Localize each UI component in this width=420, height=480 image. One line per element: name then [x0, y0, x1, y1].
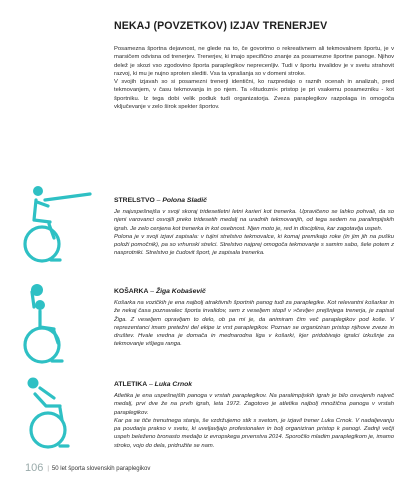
basketball-icon [20, 283, 90, 367]
page-number: 106 [25, 462, 44, 474]
section-paragraph: Kar pa se tiče trenutnega stanja, še vzdržujemo stik s svetom, je izjavil trener Luka Crnok. V nadaljevanju pa poudarja prakso v svetu, ki uveljavljajo profesionalen in bolj organiziran pristop k panogi. Zadnji večji uspeh beleženo bronasto medaljo iz evropskega prvenstva 2014. Sporočilo mladim paraplegikom je, imamo stroko, vojo do dela, pridružite se nam. [114, 417, 394, 449]
section-strelstvo [114, 197, 394, 258]
section-heading: STRELSTVO – Polona Sladič [114, 197, 207, 204]
section-paragraph: Polona je v svoji izjavi zapisala: v tujini strelstvo tekmovalce, ki komaj premikajo roke (in jim jih na pušku položi pomočnik), pa so vrhunski strelci. Strelstvo najprej omogoča tekmovanje s samim sabo, šele potem z nasprotniki. Strelstvo je čudovit šport, je zapisala trenerka. [114, 233, 394, 257]
section-heading: KOŠARKA – Žiga Kobaševič [114, 288, 206, 295]
section-heading: ATLETIKA – Luka Crnok [114, 381, 193, 388]
intro-paragraph: Posamezna športna dejavnost, ne glede na to, če govorimo o rekreativnem ali tekmovalnem športu, je v marsičem odvisna od trenerjev. Trenerjev, ki imajo specifično znanje za posamezne športne panoge. Njihov delež je skozi vso zgodovino športa paraplegikov neprecenljiv. Tudi v športu invalidov je v svetu strahovit razvoj, ki mu je nujno sproten slediti. Vsa ta vprašanja so v domeni stroke. [114, 46, 394, 77]
intro-paragraph: V svojih izjavah so si posamezni trenerji identični, ko razpredajo o raznih ocenah in analizah, pred tekmovanjem, v času tekmovanja in po njem. Ta »študozni« pristop je pri vsakemu posamezniku - kot športniku. Iz tega dobi velik podiuk tudi organizatorja. Zveza paraplegikov razpolaga in omogoča vključevanje v zelo širok spekter športov. [114, 79, 394, 111]
section-paragraph: Košarka na vozičkih je ena najbolj atraktivnih športnih panog tudi za paraplegike. Kot relevantni košarkar in že nekaj časa poznavalec športa invalidov, sem z veseljem stopil v »čevlje« prejšnjega trenerja, je zapisal Žiga. Z veseljem opravljam to delo, ob pa mi je, da animiram čim več paraplegikov pod koše. V reprezentanci imam pretežni del ekipe iz vrst paraplegikov. Poznan se organiziran pristop njihove zveze in društev. Hvale vredna je domača in mednarodna liga v košarki, kjer pridobivajo igralci izkušnje za tekmovanje višjega ranga. [114, 300, 394, 348]
shooting-icon [20, 180, 92, 266]
section-atletika [114, 381, 394, 450]
intro-text [114, 45, 394, 111]
footer-text: 50 let športa slovenskih paraplegikov [51, 466, 151, 472]
page-footer: 106 | 50 let športa slovenskih paraplegikov [25, 462, 151, 474]
section-paragraph: Je najuspešnejša v svoji skoraj tridesetletni letni karieri kot trenerka. Upravičeno se lahko pohvali, da so njeni varovanci osvojili preko tridesetih medalj na uradnih tekmovanjih, od tega sedem na paralimpijskih igrah. Je zelo cenjena kot trenerka in kot osebnost. Njen moto je, red in disciplina, kar zagotavlja uspeh. [114, 209, 394, 232]
page-title: NEKAJ (POVZETKOV) IZJAV TRENERJEV [114, 20, 328, 32]
athletics-icon [20, 372, 90, 456]
section-kosarka [114, 288, 394, 349]
section-paragraph: Atletika je ena uspešnejših panoga v vrstah paraplegikov. Na paralimpijskih igrah je bilo osvojenih največ medalj, prvi dve že na prvih igrah, leta 1972. Zagotovo je atletika najbolj množična panoga v vrstah paraplegikov. [114, 393, 394, 416]
